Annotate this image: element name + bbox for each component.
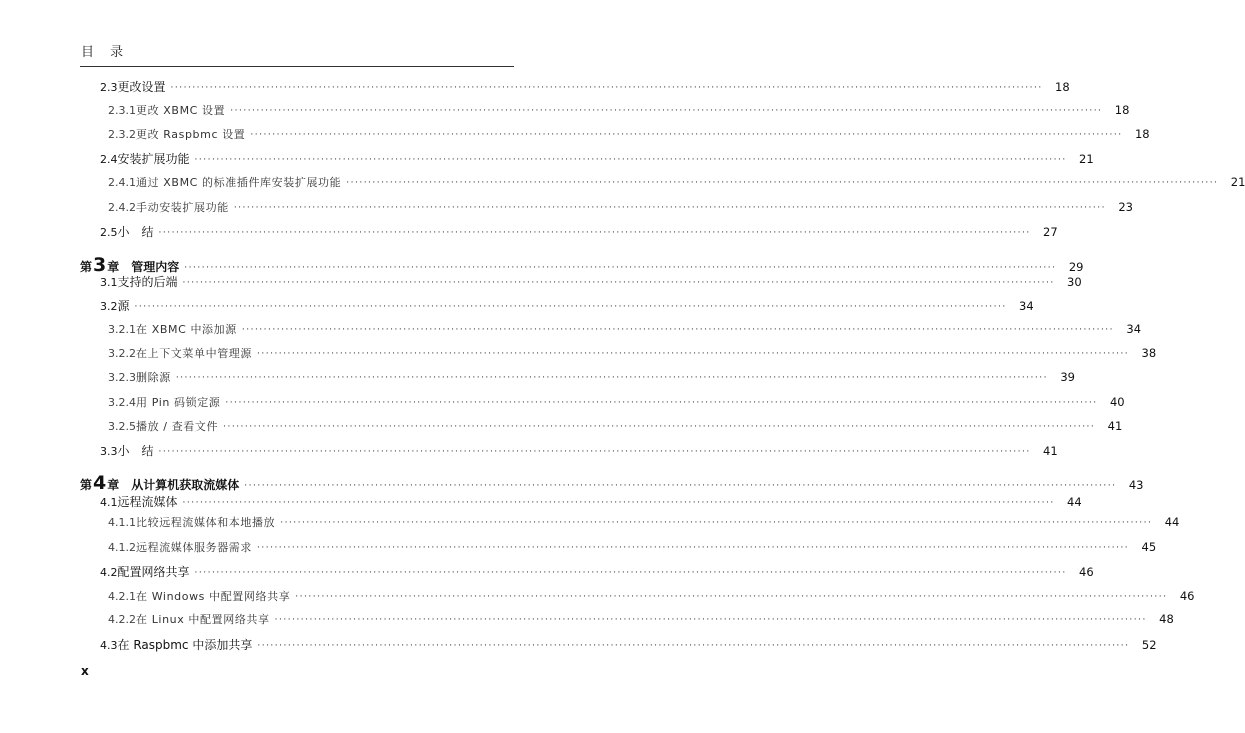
- toc-entry-number: 2.5: [100, 226, 118, 239]
- toc-subsection-entry[interactable]: [80, 514, 1180, 534]
- toc-entry-number: 3.1: [100, 276, 118, 289]
- toc-page-number: 27: [1043, 225, 1058, 239]
- toc-entry-number: 2.4.2: [108, 201, 136, 214]
- toc-entry-number: 3.2.3: [108, 371, 136, 384]
- toc-subsection-entry[interactable]: [80, 588, 1195, 608]
- toc-leader-dots: ········································································································································································································: [230, 106, 1103, 116]
- toc-entry-number: 2.3.1: [108, 104, 136, 117]
- toc-entry-number: 4.3: [100, 639, 118, 652]
- toc-page-number: 29: [1068, 260, 1084, 274]
- toc-entry-title: 源: [117, 299, 130, 313]
- toc-chapter-entry[interactable]: [80, 472, 1144, 494]
- toc-leader-dots: ········································································································································································································: [158, 228, 1031, 238]
- toc-leader-dots: ········································································································································································································: [295, 592, 1168, 602]
- toc-entry-title: 远程流媒体服务器需求: [136, 541, 252, 554]
- toc-entry-number: 4.1.2: [108, 541, 136, 554]
- toc-entry-title: 小 结: [117, 444, 154, 458]
- toc-entry-title: 在 Raspbmc 中添加共享: [117, 638, 253, 652]
- toc-entry-title: 在上下文菜单中管理源: [136, 347, 252, 360]
- toc-chapter-suffix: 章: [107, 478, 120, 492]
- toc-entry-number: 4.2.2: [108, 613, 136, 626]
- toc-page-number: 48: [1159, 612, 1174, 626]
- toc-leader-dots: ········································································································································································································: [280, 518, 1153, 528]
- toc-subsection-entry[interactable]: [80, 369, 1075, 389]
- toc-chapter-suffix: 章: [107, 260, 120, 274]
- toc-entry-number: 3.2.1: [108, 323, 136, 336]
- toc-section-entry[interactable]: [80, 297, 1034, 317]
- toc-leader-dots: ········································································································································································································: [250, 130, 1123, 140]
- toc-page-number: 44: [1164, 515, 1180, 529]
- toc-section-entry[interactable]: [80, 273, 1082, 293]
- toc-leader-dots: ········································································································································································································: [257, 349, 1130, 359]
- toc-leader-dots: ········································································································································································································: [175, 373, 1048, 383]
- toc-page-number: 21: [1230, 175, 1245, 189]
- toc-subsection-entry[interactable]: [80, 199, 1133, 219]
- toc-leader-dots: ········································································································································································································: [346, 178, 1219, 188]
- page-header-title: 目 录: [81, 45, 130, 60]
- toc-entry-title: 更改 Raspbmc 设置: [136, 128, 246, 141]
- toc-entry-title: 安装扩展功能: [117, 152, 190, 166]
- toc-subsection-entry[interactable]: [80, 126, 1150, 146]
- toc-chapter-entry[interactable]: [80, 254, 1084, 276]
- toc-leader-dots: ········································································································································································································: [170, 83, 1043, 93]
- toc-leader-dots: ········································································································································································································: [194, 568, 1067, 578]
- toc-page-number: 45: [1141, 540, 1157, 554]
- toc-subsection-entry[interactable]: [80, 394, 1125, 414]
- toc-page-number: 21: [1079, 152, 1094, 166]
- toc-entry-number: 3.2.2: [108, 347, 136, 360]
- toc-section-entry[interactable]: [80, 636, 1157, 656]
- toc-entry-title: 用 Pin 码锁定源: [136, 396, 221, 409]
- toc-entry-title: 比较远程流媒体和本地播放: [136, 516, 276, 529]
- toc-page-number: 23: [1118, 200, 1133, 214]
- toc-subsection-entry[interactable]: [80, 174, 1245, 194]
- toc-section-entry[interactable]: [80, 223, 1058, 243]
- toc-entry-number: 4.1.1: [108, 516, 136, 529]
- toc-entry-number: 3.3: [100, 445, 118, 458]
- toc-entry-title: 管理内容: [131, 260, 180, 274]
- toc-subsection-entry[interactable]: [80, 539, 1157, 559]
- toc-entry-title: 更改 XBMC 设置: [136, 104, 226, 117]
- toc-subsection-entry[interactable]: [80, 418, 1123, 438]
- toc-section-entry[interactable]: [80, 78, 1070, 98]
- toc-page-number: 34: [1019, 299, 1034, 313]
- toc-entry-title: 在 Linux 中配置网络共享: [136, 613, 270, 626]
- toc-page-number: 40: [1109, 395, 1125, 409]
- toc-page-number: 52: [1141, 638, 1157, 652]
- toc-chapter-number: [80, 472, 119, 494]
- toc-entry-title: 通过 XBMC 的标准插件库安装扩展功能: [136, 176, 342, 189]
- toc-chapter-digit: 3: [93, 254, 107, 276]
- toc-leader-dots: ········································································································································································································: [244, 481, 1117, 491]
- toc-leader-dots: ········································································································································································································: [225, 398, 1098, 408]
- toc-page-number: 46: [1179, 589, 1195, 603]
- toc-page-number: 41: [1043, 444, 1058, 458]
- toc-page-number: 41: [1107, 419, 1123, 433]
- header-rule: [80, 66, 514, 67]
- toc-section-entry[interactable]: [80, 493, 1082, 513]
- toc-leader-dots: ········································································································································································································: [182, 278, 1055, 288]
- toc-page-number: 18: [1114, 103, 1130, 117]
- toc-subsection-entry[interactable]: [80, 102, 1130, 122]
- toc-leader-dots: ········································································································································································································: [257, 543, 1130, 553]
- toc-entry-title: 在 Windows 中配置网络共享: [136, 590, 291, 603]
- toc-page-number: 30: [1067, 275, 1082, 289]
- toc-leader-dots: ········································································································································································································: [257, 641, 1130, 651]
- page-number-roman: x: [81, 664, 89, 678]
- toc-entry-title: 配置网络共享: [117, 565, 190, 579]
- toc-entry-number: 3.2: [100, 300, 118, 313]
- toc-leader-dots: ········································································································································································································: [194, 155, 1067, 165]
- toc-page-number: 44: [1067, 495, 1082, 509]
- toc-section-entry[interactable]: [80, 563, 1094, 583]
- toc-entry-title: 手动安装扩展功能: [136, 201, 229, 214]
- toc-subsection-entry[interactable]: [80, 345, 1157, 365]
- toc-page-number: 34: [1126, 322, 1142, 336]
- toc-leader-dots: ········································································································································································································: [223, 422, 1096, 432]
- toc-chapter-digit: 4: [93, 472, 107, 494]
- toc-leader-dots: ········································································································································································································: [134, 302, 1007, 312]
- toc-entry-title: 播放 / 查看文件: [136, 420, 219, 433]
- toc-entry-title: 小 结: [117, 225, 154, 239]
- toc-entry-number: 4.1: [100, 496, 118, 509]
- toc-section-entry[interactable]: [80, 150, 1094, 170]
- toc-entry-number: 4.2: [100, 566, 118, 579]
- toc-chapter-prefix: 第: [80, 478, 93, 492]
- toc-leader-dots: ········································································································································································································: [182, 498, 1055, 508]
- toc-leader-dots: ········································································································································································································: [158, 447, 1031, 457]
- toc-entry-number: 2.4.1: [108, 176, 136, 189]
- toc-subsection-entry[interactable]: [80, 321, 1142, 341]
- toc-section-entry[interactable]: [80, 442, 1058, 462]
- toc-leader-dots: ········································································································································································································: [274, 615, 1147, 625]
- toc-page-number: 43: [1128, 478, 1144, 492]
- toc-subsection-entry[interactable]: [80, 611, 1174, 631]
- toc-page-number: 18: [1134, 127, 1150, 141]
- toc-page-number: 18: [1055, 80, 1070, 94]
- toc-chapter-prefix: 第: [80, 260, 93, 274]
- toc-page-number: 38: [1141, 346, 1157, 360]
- toc-entry-number: 2.3: [100, 81, 118, 94]
- toc-entry-title: 从计算机获取流媒体: [131, 478, 240, 492]
- toc-entry-title: 远程流媒体: [117, 495, 178, 509]
- toc-leader-dots: ········································································································································································································: [233, 203, 1106, 213]
- toc-entry-title: 支持的后端: [117, 275, 178, 289]
- toc-entry-number: 2.4: [100, 153, 118, 166]
- toc-page-number: 39: [1060, 370, 1075, 384]
- toc-entry-title: 更改设置: [117, 80, 166, 94]
- toc-entry-number: 3.2.5: [108, 420, 136, 433]
- toc-entry-number: 4.2.1: [108, 590, 136, 603]
- toc-entry-title: 删除源: [136, 371, 171, 384]
- toc-leader-dots: ········································································································································································································: [184, 263, 1057, 273]
- toc-entry-number: 2.3.2: [108, 128, 136, 141]
- toc-page-number: 46: [1079, 565, 1094, 579]
- toc-leader-dots: ········································································································································································································: [241, 325, 1115, 335]
- toc-entry-number: 3.2.4: [108, 396, 136, 409]
- toc-entry-title: 在 XBMC 中添加源: [136, 323, 237, 336]
